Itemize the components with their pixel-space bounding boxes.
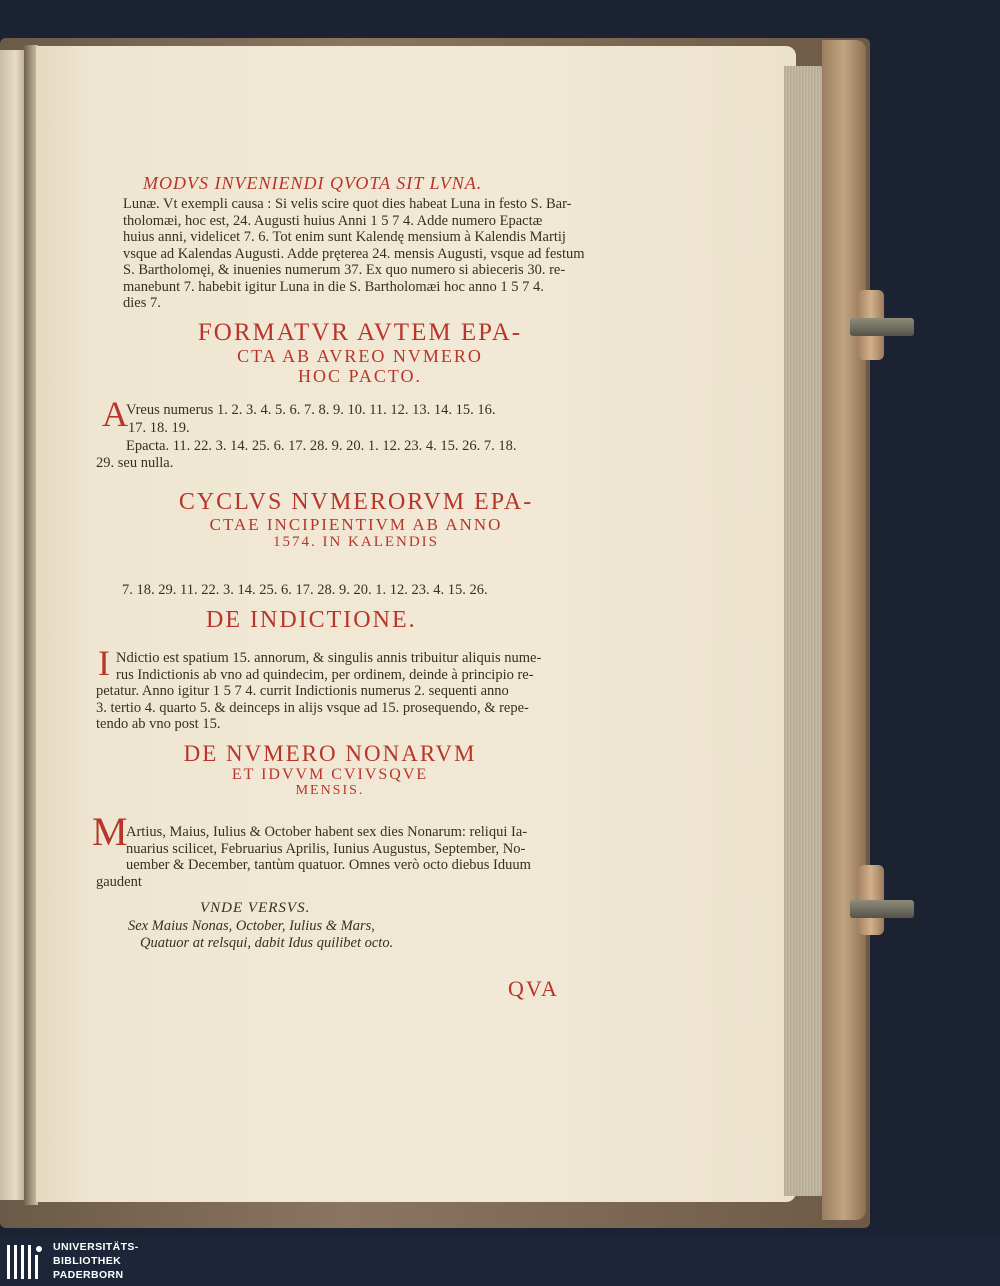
running-head: MODVS INVENIENDI QVOTA SIT LVNA. xyxy=(143,173,483,193)
epacta-line: Epacta. 11. 22. 3. 14. 25. 6. 17. 28. 9. 20. 1. 12. 23. 4. 15. 26. 7. 18. xyxy=(126,438,517,454)
heading-line: CTA AB AVREO NVMERO xyxy=(237,346,483,366)
catchword: QVA xyxy=(508,976,559,1001)
heading-line: 1574. IN KALENDIS xyxy=(272,534,440,550)
page-fore-edge xyxy=(784,66,824,1196)
library-footer xyxy=(0,1236,1000,1286)
dropcap-a: A xyxy=(102,394,128,434)
text-line: dies 7. xyxy=(123,295,161,311)
dropcap-m: M xyxy=(92,809,128,854)
verse-line-2: Quatuor at relsqui, dabit Idus quilibet octo. xyxy=(140,935,394,951)
heading-line: CTAE INCIPIENTIVM AB ANNO xyxy=(209,515,503,534)
text-line: vsque ad Kalendas Augusti. Adde pręterea 24. mensis Augusti, vsque ad festum xyxy=(123,245,585,262)
library-logo-icon xyxy=(5,1243,45,1281)
clasp-upper xyxy=(850,318,914,336)
heading-line: MENSIS. xyxy=(295,783,365,798)
cover-edge xyxy=(822,40,866,1220)
text-line: huius anni, videlicet 7. 6. Tot enim sunt Kalendę mensium à Kalendis Martij xyxy=(123,229,566,245)
heading-line: FORMATVR AVTEM EPA- xyxy=(197,319,523,346)
text-line: nuarius scilicet, Februarius Aprilis, Iunius Augustus, September, No- xyxy=(126,840,526,857)
text-line: 3. tertio 4. quarto 5. & deinceps in alijs vsque ad 15. prosequendo, & repe- xyxy=(96,699,529,716)
heading-line: HOC PACTO. xyxy=(297,366,423,386)
heading-line: CYCLVS NVMERORVM EPA- xyxy=(178,489,534,515)
verse-title: VNDE VERSVS. xyxy=(200,900,311,916)
text-line: S. Bartholomęi, & inuenies numerum 37. Ex quo numero si abieceris 30. re- xyxy=(123,262,566,278)
left-page-edge xyxy=(0,50,26,1200)
text-line: uember & December, tantùm quatuor. Omnes verò octo diebus Iduum xyxy=(126,857,531,873)
heading-formatur xyxy=(140,320,580,386)
text-line: manebunt 7. habebit igitur Luna in die S. Bartholomæi hoc anno 1 5 7 4. xyxy=(123,278,544,295)
dropcap-i: I xyxy=(98,643,110,683)
aureus-line-1: Vreus numerus 1. 2. 3. 4. 5. 6. 7. 8. 9. 10. 11. 12. 13. 14. 15. 16. xyxy=(126,402,496,418)
cycle-numbers: 7. 18. 29. 11. 22. 3. 14. 25. 6. 17. 28. 9. 20. 1. 12. 23. 4. 15. 26. xyxy=(122,582,488,598)
text-line: tholomæi, hoc est, 24. Augusti huius Anni 1 5 7 4. Adde numero Epactæ xyxy=(123,212,543,229)
library-name-line: PADERBORN xyxy=(53,1269,124,1281)
library-logo-text xyxy=(53,1240,139,1282)
paragraph-luna xyxy=(123,196,585,312)
heading-line: ET IDVVM CVIVSQVE xyxy=(231,766,429,783)
text-line: Artius, Maius, Iulius & October habent sex dies Nonarum: reliqui Ia- xyxy=(126,824,528,840)
library-name-line: UNIVERSITÄTS- xyxy=(53,1241,139,1253)
text-line: petatur. Anno igitur 1 5 7 4. currit Indictionis numerus 2. sequenti anno xyxy=(96,683,509,699)
paragraph-indictio-cont xyxy=(96,683,529,733)
heading-nonarum xyxy=(130,742,530,799)
martius-last-line: gaudent xyxy=(96,874,142,890)
clasp-lower xyxy=(850,900,914,918)
paragraph-martius xyxy=(126,824,531,874)
text-line: Lunæ. Vt exempli causa : Si velis scire quot dies habeat Luna in festo S. Bar- xyxy=(123,196,572,212)
heading-indictione: DE INDICTIONE. xyxy=(206,607,417,633)
text-line: tendo ab vno post 15. xyxy=(96,716,221,732)
heading-cyclus xyxy=(106,490,606,551)
paragraph-indictio xyxy=(116,650,541,683)
verse-line-1: Sex Maius Nonas, October, Iulius & Mars, xyxy=(128,918,375,934)
text-line: Ndictio est spatium 15. annorum, & singulis annis tribuitur aliquis nume- xyxy=(116,650,542,666)
library-name-line: BIBLIOTHEK xyxy=(53,1255,122,1267)
heading-line: DE NVMERO NONARVM xyxy=(183,741,477,766)
epacta-line-2: 29. seu nulla. xyxy=(96,455,174,471)
aureus-line-2: 17. 18. 19. xyxy=(128,420,190,436)
text-line: rus Indictionis ab vno ad quindecim, per ordinem, deinde à principio re- xyxy=(116,666,534,683)
